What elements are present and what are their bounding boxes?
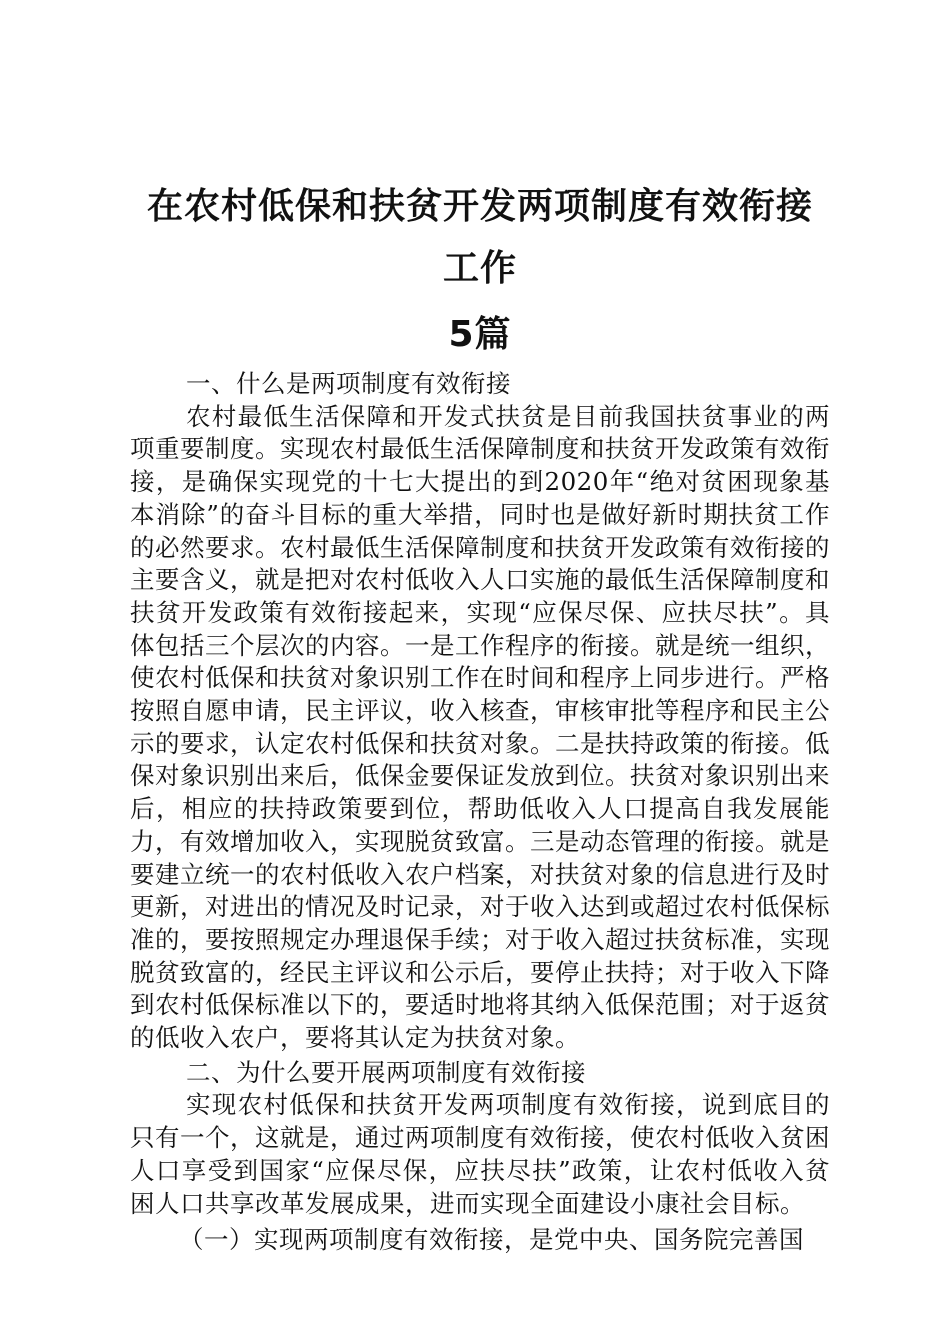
document-page: [130, 176, 830, 1257]
section2-subheading-1: （一）实现两项制度有效衔接，是党中央、国务院完善国: [179, 1225, 804, 1255]
section2-heading: 二、为什么要开展两项制度有效衔接: [186, 1057, 586, 1087]
document-title-line1: 在农村低保和扶贫开发两项制度有效衔接工作: [146, 186, 813, 289]
section2-paragraph: 实现农村低保和扶贫开发两项制度有效衔接，说到底目的只有一个，这就是，通过两项制度有效衔接，使农村低收入贫困人口享受到国家“应保尽保，应扶尽扶”政策，让农村低收入贫困人口共享改革发展成果，进而实现全面建设小康社会目标。: [130, 1090, 830, 1218]
section1-heading: 一、什么是两项制度有效衔接: [186, 369, 511, 398]
document-title-line2: 5篇: [448, 314, 512, 355]
section1-paragraph: 农村最低生活保障和开发式扶贫是目前我国扶贫事业的两项重要制度。实现农村最低生活保障制度和扶贫开发政策有效衔接，是确保实现党的十七大提出的到2020年“绝对贫困现象基本消除”的奋斗目标的重大举措，同时也是做好新时期扶贫工作的必然要求。农村最低生活保障制度和扶贫开发政策有效衔接的主要含义，就是把对农村低收入人口实施的最低生活保障制度和扶贫开发政策有效衔接起来，实现“应保尽保、应扶尽扶”。具体包括三个层次的内容。一是工作程序的衔接。就是统一组织，使农村低保和扶贫对象识别工作在时间和程序上同步进行。严格按照自愿申请，民主评议，收入核查，审核审批等程序和民主公示的要求，认定农村低保和扶贫对象。二是扶持政策的衔接。低保对象识别出来后，低保金要保证发放到位。扶贫对象识别出来后，相应的扶持政策要到位，帮助低收入人口提高自我发展能力，有效增加收入，实现脱贫致富。三是动态管理的衔接。就是要建立统一的农村低收入农户档案，对扶贫对象的信息进行及时更新，对进出的情况及时记录，对于收入达到或超过农村低保标准的，要按照规定办理退保手续；对于收入超过扶贫标准，实现脱贫致富的，经民主评议和公示后，要停止扶持；对于收入下降到农村低保标准以下的，要适时地将其纳入低保范围；对于返贫的低收入农户，要将其认定为扶贫对象。: [130, 401, 830, 1053]
